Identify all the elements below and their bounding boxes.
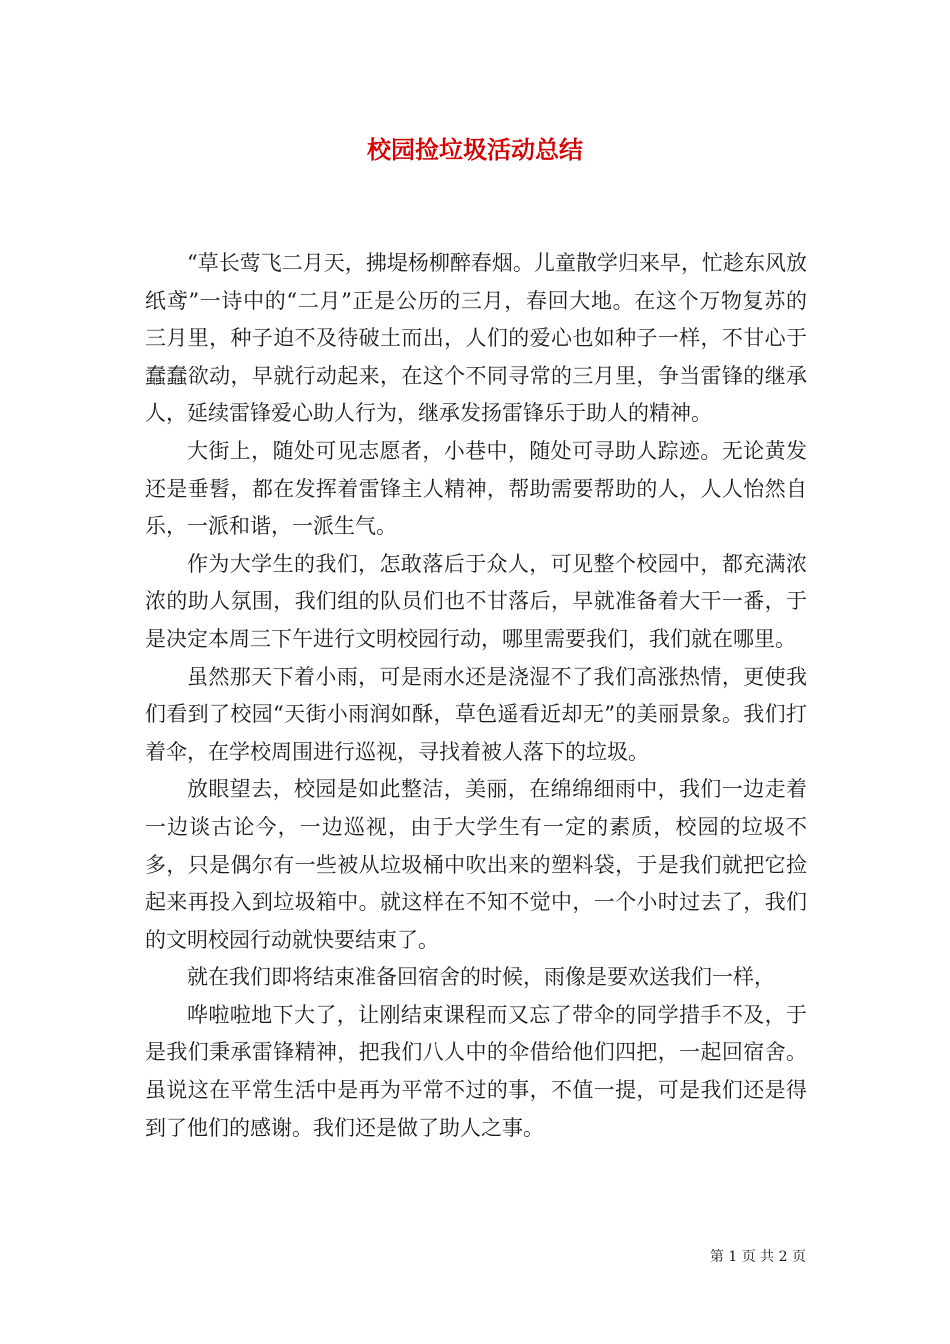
paragraph-6: 就在我们即将结束准备回宿舍的时候，雨像是要欢送我们一样，: [187, 965, 775, 990]
paragraph-4: 虽然那天下着小雨，可是雨水还是浇湿不了我们高涨热情，更使我们看到了校园“天街小雨润如酥，草色遥看近却无”的美丽景象。我们打着伞，在学校周围进行巡视，寻找着被人落下的垃圾。: [145, 664, 807, 764]
document-body: [145, 245, 807, 1147]
paragraph-2: 大街上，随处可见志愿者，小巷中，随处可寻助人踪迹。无论黄发还是垂髫，都在发挥着雷锋主人精神，帮助需要帮助的人，人人怡然自乐，一派和谐，一派生气。: [145, 438, 807, 539]
paragraph-7: 哗啦啦地下大了，让刚结束课程而又忘了带伞的同学措手不及，于是我们秉承雷锋精神，把我们八人中的伞借给他们四把，一起回宿舍。虽说这在平常生活中是再为平常不过的事，不值一提，可是我们还是得到了他们的感谢。我们还是做了助人之事。: [145, 1002, 807, 1140]
paragraph-1: “草长莺飞二月天，拂堤杨柳醉春烟。儿童散学归来早，忙趁东风放纸鸢”一诗中的“二月”正是公历的三月，春回大地。在这个万物复苏的三月里，种子迫不及待破土而出，人们的爱心也如种子一样，不甘心于蠢蠢欲动，早就行动起来，在这个不同寻常的三月里，争当雷锋的继承人，延续雷锋爱心助人行为，继承发扬雷锋乐于助人的精神。: [145, 251, 807, 426]
page-number-footer: 第 1 页 共 2 页: [709, 1249, 806, 1265]
paragraph-5: 放眼望去，校园是如此整洁，美丽，在绵绵细雨中，我们一边走着一边谈古论今，一边巡视，由于大学生有一定的素质，校园的垃圾不多，只是偶尔有一些被从垃圾桶中吹出来的塑料袋，于是我们就把它捡起来再投入到垃圾箱中。就这样在不知不觉中，一个小时过去了，我们的文明校园行动就快要结束了。: [145, 777, 807, 952]
document-title: 校园捡垃圾活动总结: [367, 135, 583, 164]
paragraph-3: 作为大学生的我们，怎敢落后于众人，可见整个校园中，都充满浓浓的助人氛围，我们组的队员们也不甘落后，早就准备着大干一番，于是决定本周三下午进行文明校园行动，哪里需要我们，我们就在哪里。: [145, 551, 807, 651]
